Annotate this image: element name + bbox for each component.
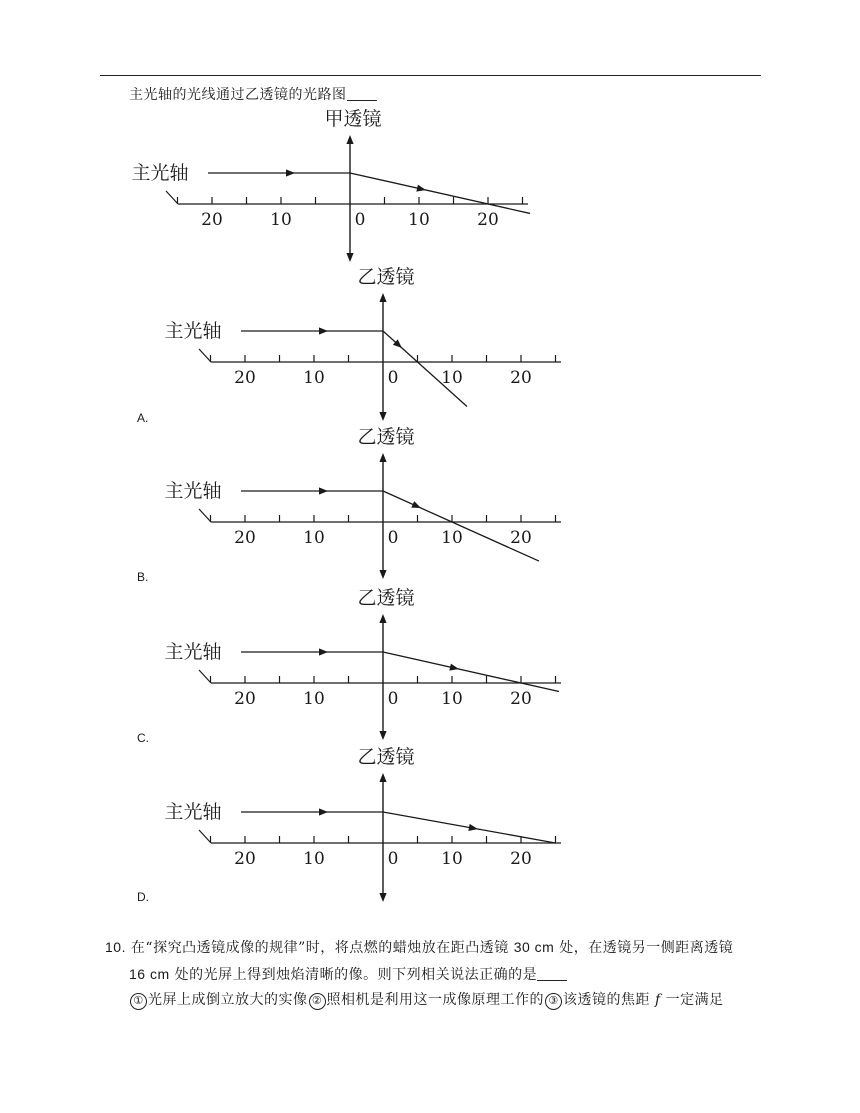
statement-3-marker: ③ <box>545 993 562 1010</box>
diagram-4-axis-label: 主光轴 <box>164 801 222 823</box>
diagram-2-tick-label: 20 <box>510 528 532 548</box>
diagram-2-axis-leader <box>199 509 211 522</box>
diagram-0-lens-arrow-bottom <box>346 253 353 262</box>
distance-object: 30 cm <box>513 939 555 955</box>
intro-text: 主光轴的光线通过乙透镜的光路图 <box>129 87 347 103</box>
diagram-4-tick-label: 10 <box>441 849 463 869</box>
statement-2: 照相机是利用这一成像原理工作的 <box>326 992 544 1008</box>
option-c-label: C. <box>137 731 149 745</box>
diagram-0-tick-label: 10 <box>408 210 430 230</box>
diagram-4-refracted-arrow <box>468 824 477 831</box>
diagram-0-refracted-ray <box>350 173 530 213</box>
option-b-label: B. <box>137 570 149 584</box>
diagram-3-tick-label: 20 <box>234 689 256 709</box>
diagram-2-axis-label: 主光轴 <box>164 480 222 502</box>
statement-1: 光屏上成倒立放大的实像 <box>148 992 308 1008</box>
diagram-0-axis-label: 主光轴 <box>131 162 189 184</box>
diagram-1-tick-label: 10 <box>441 368 463 388</box>
statement-1-marker: ① <box>130 993 147 1010</box>
diagram-3-tick-label: 20 <box>510 689 532 709</box>
diagram-0-lens-name: 甲透镜 <box>324 108 382 130</box>
diagram-1-tick-label: 0 <box>387 368 399 388</box>
diagram-2-lens-arrow-top <box>379 453 386 462</box>
diagram-4-lens-arrow-bottom <box>379 893 386 902</box>
diagram-4-tick-label: 20 <box>510 849 532 869</box>
diagram-0-tick-label: 10 <box>270 210 292 230</box>
diagram-0-tick-label: 20 <box>201 210 223 230</box>
diagram-3-lens-arrow-bottom <box>379 731 386 740</box>
diagram-1-lens-arrow-bottom <box>379 412 386 421</box>
diagram-4-incident-arrow <box>319 808 328 815</box>
question-text-a: 在“探究凸透镜成像的规律”时，将点燃的蜡烛放在距凸透镜 <box>130 940 509 956</box>
diagram-0-tick-label: 20 <box>477 210 499 230</box>
diagram-1-axis-leader <box>199 349 211 362</box>
diagram-4-lens-name: 乙透镜 <box>357 746 415 768</box>
answer-blank-2 <box>537 966 567 981</box>
diagram-0-refracted-arrow <box>416 185 426 192</box>
option-d-label: D. <box>137 890 149 904</box>
diagram-3-axis-leader <box>199 670 211 683</box>
diagram-1-lens-name: 乙透镜 <box>357 266 415 288</box>
option-a-label: A. <box>137 411 149 425</box>
diagram-4-tick-label: 0 <box>387 849 399 869</box>
diagram-3-lens-name: 乙透镜 <box>357 587 415 609</box>
diagram-3-tick-label: 0 <box>387 689 399 709</box>
diagram-2-lens-name: 乙透镜 <box>357 426 415 448</box>
diagram-1-axis-label: 主光轴 <box>164 320 222 342</box>
statement-3-tail: 一定满足 <box>665 992 724 1008</box>
diagram-4-axis-leader <box>199 830 211 843</box>
question-text-c: 处的光屏上得到烛焰清晰的像。则下列相关说法正确的是 <box>174 967 538 983</box>
focal-length-symbol: f <box>654 992 661 1008</box>
diagram-0-incident-arrow <box>286 169 295 176</box>
diagram-2-tick-label: 10 <box>441 528 463 548</box>
question-10-line3 <box>129 989 724 1010</box>
distance-screen: 16 cm <box>129 966 170 982</box>
diagram-2-tick-label: 20 <box>234 528 256 548</box>
diagram-2-refracted-arrow <box>411 501 421 508</box>
diagram-4-lens-arrow-top <box>379 773 386 782</box>
diagram-3-axis-label: 主光轴 <box>164 641 222 663</box>
diagram-1-incident-arrow <box>319 327 328 334</box>
diagram-1-tick-label: 20 <box>510 368 532 388</box>
diagram-2-tick-label: 0 <box>387 528 399 548</box>
diagram-3-refracted-arrow <box>449 664 459 671</box>
diagram-3-refracted-ray <box>383 652 559 692</box>
question-10-line2 <box>129 964 567 984</box>
diagram-4-tick-label: 10 <box>303 849 325 869</box>
diagram-3-incident-arrow <box>319 648 328 655</box>
diagram-0-axis-leader <box>166 191 178 204</box>
diagram-3-tick-label: 10 <box>441 689 463 709</box>
diagram-3-tick-label: 10 <box>303 689 325 709</box>
diagram-2-tick-label: 10 <box>303 528 325 548</box>
diagram-0-lens-arrow-top <box>346 135 353 144</box>
statement-2-marker: ② <box>309 993 326 1010</box>
statement-3: 该透镜的焦距 <box>563 992 650 1008</box>
diagram-1-tick-label: 20 <box>234 368 256 388</box>
diagram-2-refracted-ray <box>383 491 539 561</box>
diagram-1-tick-label: 10 <box>303 368 325 388</box>
diagram-3-lens-arrow-top <box>379 614 386 623</box>
question-number: 10. <box>105 939 126 955</box>
question-text-b: 处，在透镜另一侧距离透镜 <box>559 940 734 956</box>
diagram-2-lens-arrow-bottom <box>379 570 386 579</box>
diagram-1-lens-arrow-top <box>379 293 386 302</box>
diagram-4-tick-label: 20 <box>234 849 256 869</box>
question-10-line1 <box>105 937 733 957</box>
diagram-2-incident-arrow <box>319 487 328 494</box>
diagram-0-tick-label: 0 <box>354 210 366 230</box>
